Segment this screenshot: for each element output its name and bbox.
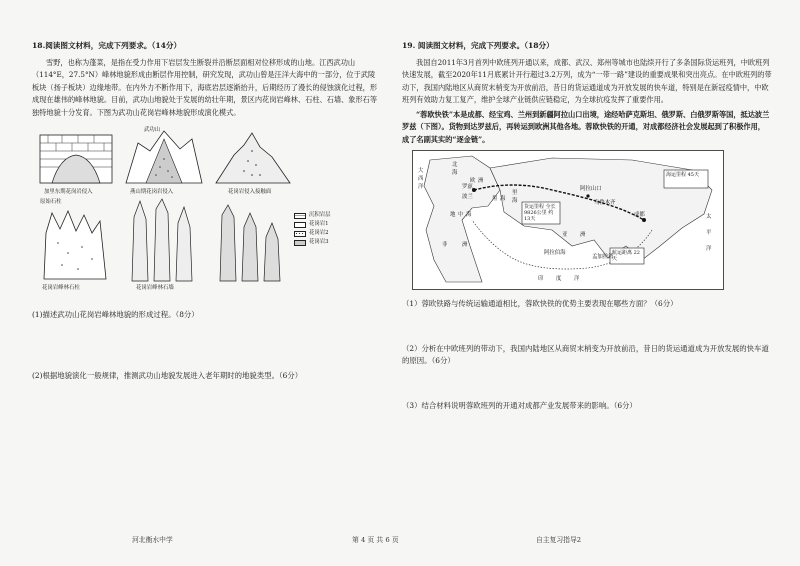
map-label-black-1: 黑 <box>492 196 498 202</box>
legend-item <box>294 220 331 229</box>
map-label-med-2: 中 <box>458 212 464 218</box>
map-label-sea-distance: 海运里程 45天 <box>666 172 699 178</box>
map-label-atlantic-3: 洋 <box>418 184 424 190</box>
sketch-stage-5 <box>122 197 202 285</box>
legend-label: 花岗岩1 <box>309 221 329 227</box>
question-19 <box>402 40 772 412</box>
cap-stage-5: 花岗岩峰林石墙 <box>136 285 174 291</box>
cap-stage-4: 花岗岩峰林石柱 <box>42 285 80 291</box>
sketch-stage-2 <box>124 125 204 189</box>
q19-material-1: 我国自2011年3月首列中欧班列开通以来，成都、武汉、郑州等城市也陆续开行了多条国际货运班列，中欧班列快速发展，截至2020年11月底累计开行超过3.2万列，成为“一带一路”建设的重要成果和突出亮点。在中欧班列的带动下，我国内陆地区从商贸末梢变为开放前沿，昔日的货运通道成为开放发展的快车道，特别是在新冠疫情中，中欧班列有效助力复工复产，维护全球产业链供应链稳定，为全球抗疫发挥了重要作用。 <box>402 57 772 104</box>
map-label-europe-2: 洲 <box>478 178 484 184</box>
footer-school: 河北衡水中学 <box>132 536 173 544</box>
rongou-railway-map <box>412 150 724 290</box>
q18-legend <box>294 211 331 247</box>
cap-original-pillar: 原始石柱 <box>40 199 62 205</box>
map-label-indian-2: 度 <box>556 276 562 282</box>
map-label-pacific-1: 太 <box>706 214 712 220</box>
answer-space[interactable] <box>402 311 772 339</box>
map-label-asia-1: 亚 <box>562 232 568 238</box>
legend-item <box>294 229 331 238</box>
sketch-stage-1 <box>38 127 116 189</box>
map-label-lodz: 罗兹 <box>462 184 473 190</box>
footer-series: 自主复习指导2 <box>536 536 582 544</box>
q19-subquestion-2: （2）分析在中欧班列的带动下，我国内陆地区从商贸末梢变为开放前沿，昔日的货运通道成为开放发展的快车道的原因。（6分） <box>402 343 769 365</box>
q18-subquestion-1: (1)描述武功山花岗岩峰林地貌的形成过程。（8分） <box>32 310 199 319</box>
q19-subquestion-3: （3）结合材料说明蓉欧班列的开通对成都产业发展带来的影响。（6分） <box>402 400 637 410</box>
q19-material-2: “蓉欧快铁”本是成都、经宝鸡、兰州到新疆阿拉山口出境，途经哈萨克斯坦、俄罗斯、白俄罗斯等国，抵达波兰罗兹（下图）。货物到达罗兹后，再转运到欧洲其他各地。蓉欧快铁的开通，对成都经济社会发展起到了积极作用，成了名副其实的“逐金链”。 <box>402 109 770 144</box>
map-label-indian-3: 洋 <box>574 276 580 282</box>
legend-label: 花岗岩3 <box>309 239 329 245</box>
map-label-europe-1: 欧 <box>470 178 476 184</box>
footer-page-number: 第 4 页 共 6 页 <box>352 536 399 544</box>
legend-swatch <box>294 213 306 219</box>
map-label-atlantic-1: 大 <box>418 168 424 174</box>
legend-swatch <box>294 240 306 246</box>
map-label-poland: 波兰 <box>462 194 473 200</box>
answer-space[interactable] <box>402 368 772 396</box>
map-label-north: 北 <box>452 162 458 168</box>
cap-stage-1: 加里东期花岗岩侵入 <box>44 189 93 195</box>
map-label-caspian-2: 海 <box>512 198 518 204</box>
q18-material: 雪野，也称为蓬菜，是指在受力作用下岩层发生断裂并沿断层面相对位移形成的山地。江西武功山（114°E，27.5°N）峰林地貌形成由断层作用控制，研究发现，武功山曾是汪洋大海中的一部分，位于武陵板块（扬子板块）边缘地带。在内外力不断作用下，海底岩层逐渐抬升，后期经历了漫长的侵蚀演化过程，形成现在雄伟的峰林地貌。目前，武功山地貌处于发展的幼壮年期，景区内花岗岩峰林、石柱、石墙、象形石等独特地貌十分发育。下图为武功山花岗岩峰林地貌形成演化模式。 <box>32 57 378 117</box>
q18-subquestion-2: (2)根据地貌演化一般规律，推测武功山地貌发展进入老年期时的地貌类型。（6分） <box>32 370 303 380</box>
question-18 <box>32 40 382 382</box>
sketch-stage-4 <box>38 203 112 283</box>
legend-label: 沉积岩层 <box>309 212 331 218</box>
sketch-stage-3 <box>214 125 292 189</box>
legend-item <box>294 211 331 220</box>
map-label-pacific-2: 平 <box>706 230 712 236</box>
sketch-stage-6 <box>212 197 288 285</box>
map-label-med-3: 海 <box>466 212 472 218</box>
map-label-pacific-3: 洋 <box>706 246 712 252</box>
cap-stage-3: 花岗岩侵入接触面 <box>228 189 272 195</box>
map-label-atlantic-2: 西 <box>418 176 424 182</box>
map-label-asia-2: 洲 <box>580 232 586 238</box>
q19-subquestion-1: （1）蓉欧铁路与传统运输通道相比，蓉欧快铁的优势主要表现在哪些方面？（6分） <box>402 299 678 308</box>
q19-title: 19. 阅读图文材料，完成下列要求。（18分） <box>402 41 554 50</box>
legend-swatch <box>294 231 306 237</box>
map-label-rail-distance: 货运里程 全长9826公里 约13天 <box>524 204 556 222</box>
q18-title: 18.阅读图文材料，完成下列要求。（14分） <box>32 41 182 50</box>
map-label-sea: 海 <box>452 170 458 176</box>
map-label-africa-1: 非 <box>442 242 448 248</box>
map-label-black-2: 海 <box>500 196 506 202</box>
map-label-indian-1: 印 <box>538 276 544 282</box>
map-label-bengal: 孟加拉湾 <box>592 254 614 260</box>
map-label-africa-2: 洲 <box>462 242 468 248</box>
map-label-caspian-1: 里 <box>512 190 518 196</box>
cap-wugong: 武功山 <box>144 127 161 133</box>
map-label-alashankou: 阿拉山口 <box>580 186 602 192</box>
cap-stage-2: 燕山期花岗岩侵入 <box>130 189 174 195</box>
map-label-chengdu: 成都 <box>634 212 645 218</box>
q18-figure <box>32 125 382 303</box>
legend-item <box>294 238 331 247</box>
answer-space[interactable] <box>32 322 382 366</box>
map-label-med-1: 地 <box>450 212 456 218</box>
legend-label: 花岗岩2 <box>309 230 329 236</box>
map-label-urumqi: 乌鲁木齐 <box>594 200 616 206</box>
legend-swatch <box>294 222 306 228</box>
map-drawing <box>412 150 724 290</box>
map-label-arabian-sea: 阿拉伯海 <box>544 250 566 256</box>
map-label-shipping-distance: 航运距离 22天 <box>612 250 640 262</box>
